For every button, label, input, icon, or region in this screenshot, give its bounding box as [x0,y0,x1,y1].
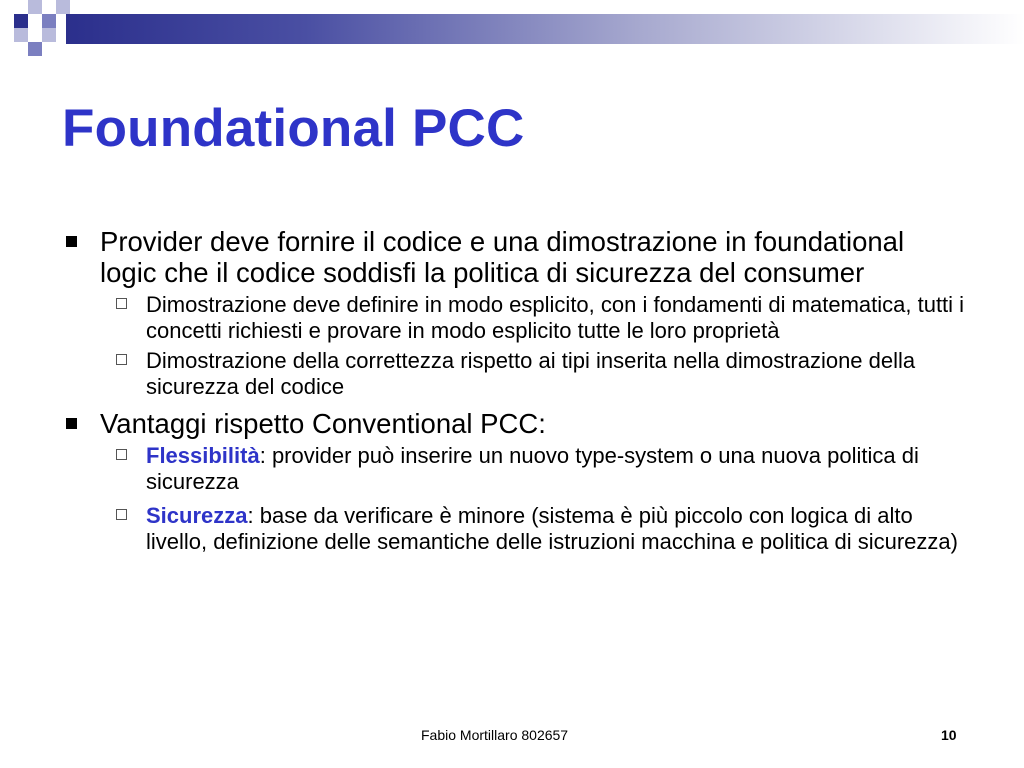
page-number: 10 [941,727,957,743]
decor-square-mid [28,42,42,56]
subbullet-text: Dimostrazione deve definire in modo esplicito, con i fondamenti di matematica, tutti i concetti richiesti e provare in modo esplicito tutte le loro proprietà [146,292,965,343]
hollow-square-bullet-icon [116,509,127,520]
bullet-item [0,226,920,288]
header-decoration [0,0,1024,70]
bullet-text: Vantaggi rispetto Conventional PCC: [100,408,546,439]
subbullet-item [0,443,966,495]
hollow-square-bullet-icon [116,449,127,460]
header-gradient-bar [66,14,1024,44]
subbullet-item [0,292,966,344]
decor-square-light [28,0,42,14]
slide-footer [0,727,1024,747]
subbullet-text: : base da verificare è minore (sistema è più piccolo con logica di alto livello, definizione delle semantiche delle istruzioni macchina e politica di sicurezza) [146,503,958,554]
decor-square-light [14,28,28,42]
subbullet-item [0,503,966,555]
hollow-square-bullet-icon [116,298,127,309]
subbullet-text: Dimostrazione della correttezza rispetto ai tipi inserita nella dimostrazione della sicurezza del codice [146,348,916,399]
footer-author: Fabio Mortillaro 802657 [421,727,569,743]
decor-square-mid [42,14,56,28]
decor-square-light [56,0,70,14]
subbullet-term: Flessibilità [146,443,260,468]
square-bullet-icon [66,236,77,247]
slide-body [0,226,1024,555]
slide-title: Foundational PCC [62,99,525,158]
hollow-square-bullet-icon [116,354,127,365]
decor-square-dark [14,14,28,28]
bullet-text: Provider deve fornire il codice e una dimostrazione in foundational logic che il codice soddisfi la politica di sicurezza del consumer [100,226,905,288]
decor-square-light [42,28,56,42]
subbullet-term: Sicurezza [146,503,248,528]
subbullet-text: : provider può inserire un nuovo type-system o una nuova politica di sicurezza [146,443,919,494]
subbullet-item [0,348,966,400]
bullet-item [0,408,920,439]
square-bullet-icon [66,418,77,429]
